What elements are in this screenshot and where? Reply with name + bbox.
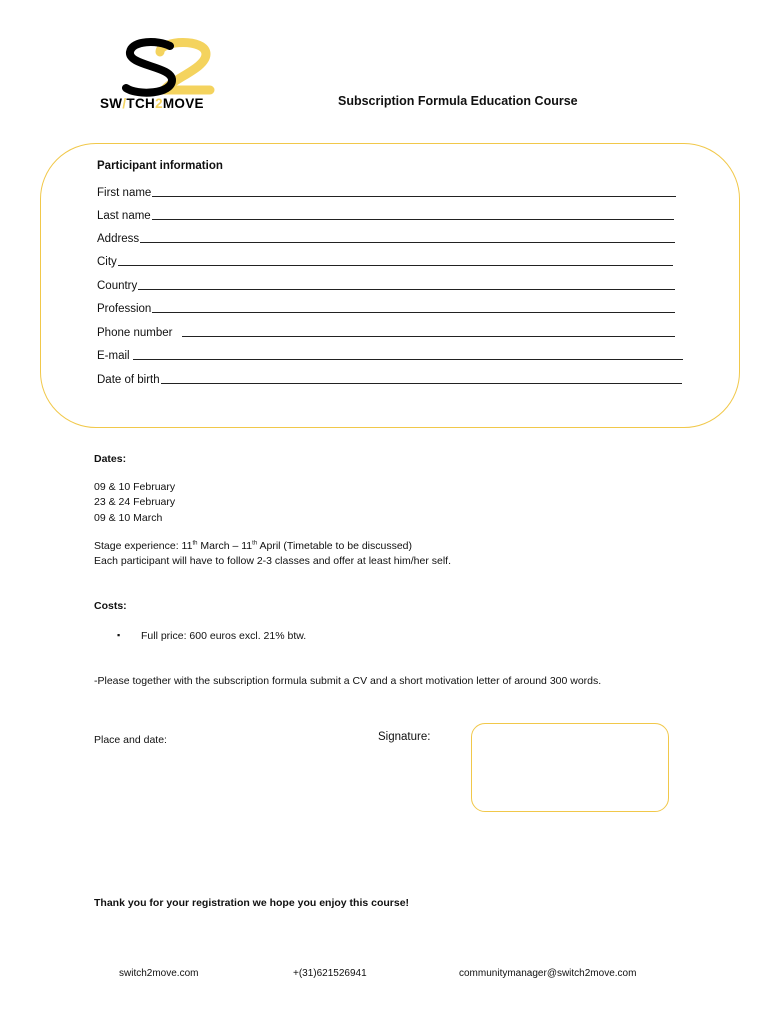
city-field[interactable] bbox=[97, 252, 673, 268]
dates-heading: Dates: bbox=[94, 453, 127, 465]
classes-note: Each participant will have to follow 2-3 classes and offer at least him/her self. bbox=[94, 555, 451, 567]
phone-number-line[interactable] bbox=[182, 326, 675, 337]
address-label: Address bbox=[97, 233, 140, 245]
cost-item: Full price: 600 euros excl. 21% btw. bbox=[141, 630, 307, 642]
date-of-birth-field[interactable] bbox=[97, 370, 682, 386]
last-name-line[interactable] bbox=[152, 209, 674, 220]
costs-heading: Costs: bbox=[94, 600, 127, 612]
address-line[interactable] bbox=[140, 232, 675, 243]
s2-monogram-icon bbox=[98, 38, 228, 100]
place-date-label: Place and date: bbox=[94, 734, 167, 746]
phone-number-field[interactable] bbox=[97, 323, 675, 339]
profession-label: Profession bbox=[97, 303, 152, 315]
signature-label: Signature: bbox=[378, 731, 431, 743]
first-name-field[interactable] bbox=[97, 183, 676, 199]
date-item: 09 & 10 February bbox=[94, 481, 176, 493]
thanks-text: Thank you for your registration we hope you enjoy this course! bbox=[94, 897, 410, 909]
city-line[interactable] bbox=[118, 255, 673, 266]
profession-field[interactable] bbox=[97, 299, 675, 315]
square-bullet-icon: ▪ bbox=[117, 630, 121, 640]
date-item: 23 & 24 February bbox=[94, 496, 176, 508]
country-line[interactable] bbox=[138, 279, 675, 290]
first-name-line[interactable] bbox=[152, 186, 676, 197]
first-name-label: First name bbox=[97, 187, 152, 199]
footer-phone: +(31)621526941 bbox=[293, 968, 367, 979]
signature-box[interactable] bbox=[471, 723, 669, 812]
stage-experience-text: Stage experience: 11th March – 11th April (Timetable to be discussed) bbox=[94, 540, 413, 552]
address-field[interactable] bbox=[97, 229, 675, 245]
email-field[interactable] bbox=[97, 346, 683, 362]
country-field[interactable] bbox=[97, 276, 675, 292]
profession-line[interactable] bbox=[152, 302, 675, 313]
document-title: Subscription Formula Education Course bbox=[338, 94, 578, 108]
date-of-birth-label: Date of birth bbox=[97, 374, 160, 386]
date-of-birth-line[interactable] bbox=[161, 373, 682, 384]
country-label: Country bbox=[97, 280, 138, 292]
last-name-field[interactable] bbox=[97, 206, 674, 222]
participant-info-heading: Participant information bbox=[97, 160, 223, 172]
cv-note: -Please together with the subscription formula submit a CV and a short motivation letter of around 300 words. bbox=[94, 675, 602, 687]
date-item: 09 & 10 March bbox=[94, 512, 163, 524]
brand-logo bbox=[98, 38, 228, 116]
email-label: E-mail bbox=[97, 350, 130, 362]
phone-number-label: Phone number bbox=[97, 327, 173, 339]
footer-website: switch2move.com bbox=[119, 968, 199, 979]
footer-email: communitymanager@switch2move.com bbox=[459, 968, 637, 979]
last-name-label: Last name bbox=[97, 210, 151, 222]
email-line[interactable] bbox=[133, 349, 683, 360]
city-label: City bbox=[97, 256, 117, 268]
brand-wordmark: SW/TCH2MOVE bbox=[100, 96, 204, 111]
